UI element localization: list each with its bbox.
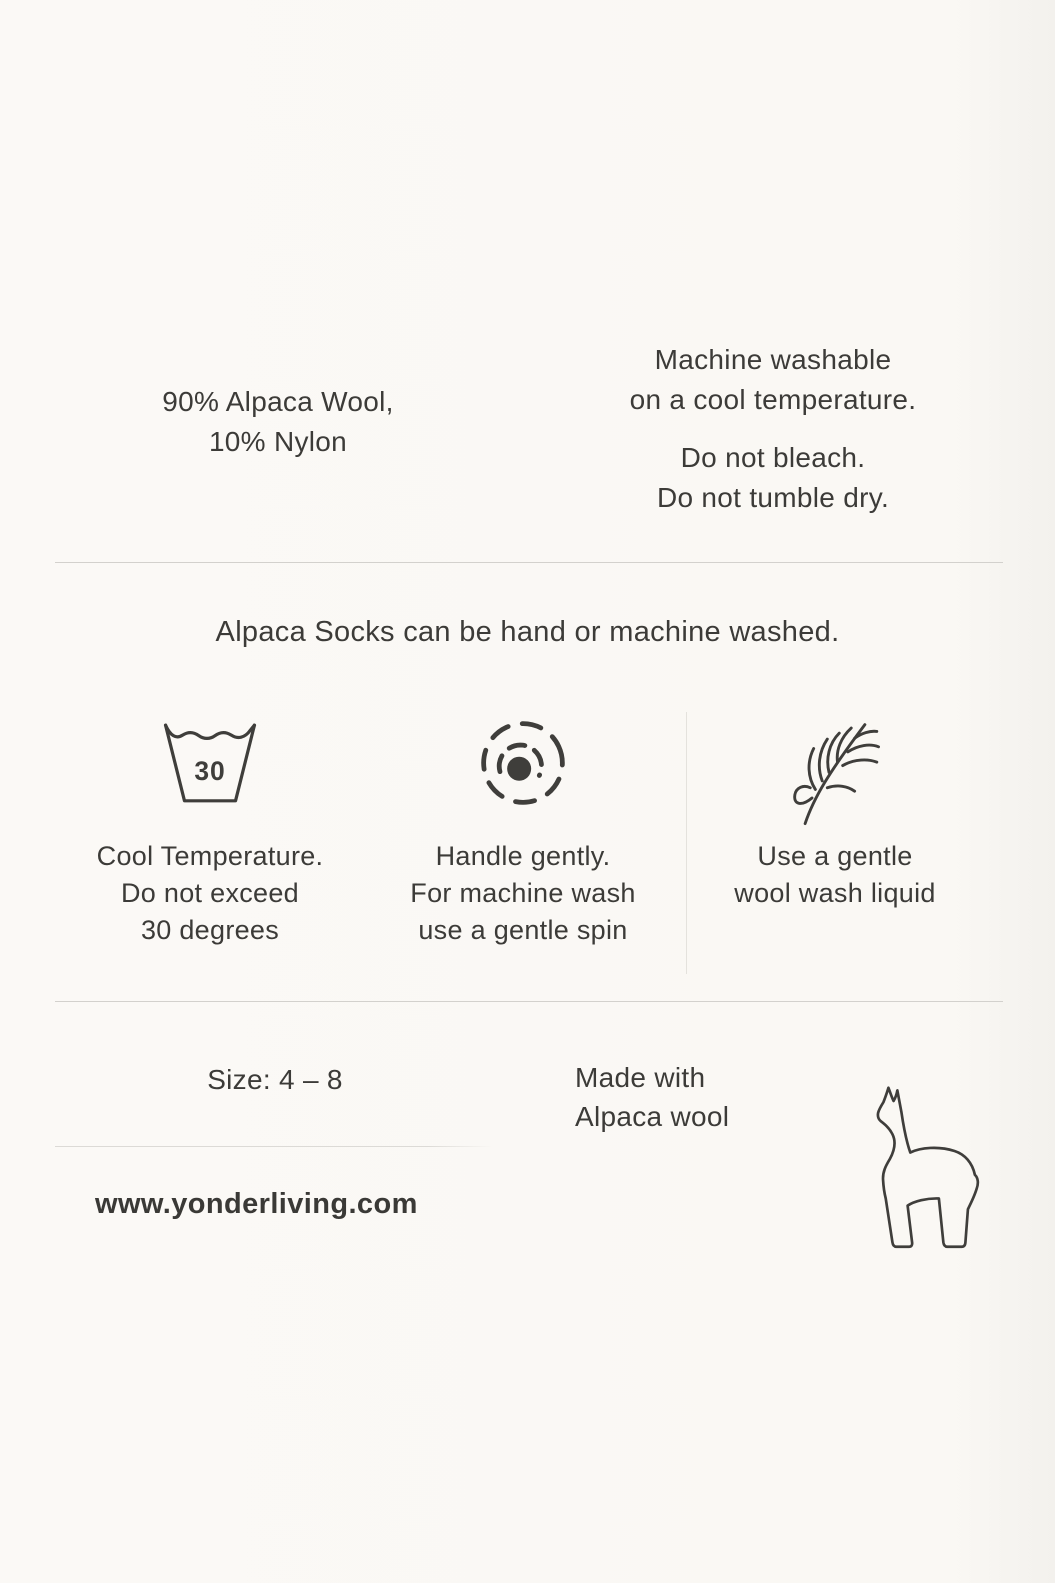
gentle-spin-icon	[475, 705, 571, 820]
care-caption-wool-wash: Use a gentle wool wash liquid	[734, 841, 936, 908]
divider-middle	[55, 1001, 1003, 1002]
composition-text	[98, 382, 458, 462]
website-url: www.yonderliving.com	[95, 1188, 418, 1220]
composition-line-2: 10% Nylon	[208, 426, 348, 457]
composition-line-1: 90% Alpaca Wool,	[162, 386, 394, 417]
care-caption-gentle-spin: Handle gently. For machine wash use a gentle spin	[410, 841, 636, 945]
made-with-text: Made with Alpaca wool	[575, 1062, 730, 1132]
wash-basin-30-icon	[158, 705, 262, 820]
care-column-gentle-spin	[368, 705, 678, 949]
do-not-paragraph: Do not bleach. Do not tumble dry.	[656, 442, 890, 513]
wash-heading: Alpaca Socks can be hand or machine washed.	[215, 616, 840, 648]
feather-icon	[777, 705, 893, 820]
alpaca-icon	[850, 1052, 984, 1253]
machine-washable-paragraph: Machine washable on a cool temperature.	[629, 344, 917, 415]
size-label: Size: 4 – 8	[207, 1064, 343, 1095]
divider-bottom	[55, 1146, 493, 1147]
care-column-temperature	[55, 705, 365, 949]
care-summary-text	[543, 340, 1003, 518]
care-column-wool-wash	[680, 705, 990, 912]
divider-top	[55, 562, 1003, 563]
care-caption-temperature: Cool Temperature. Do not exceed 30 degrees	[96, 841, 324, 945]
wash-temperature-value: 30	[194, 755, 226, 786]
